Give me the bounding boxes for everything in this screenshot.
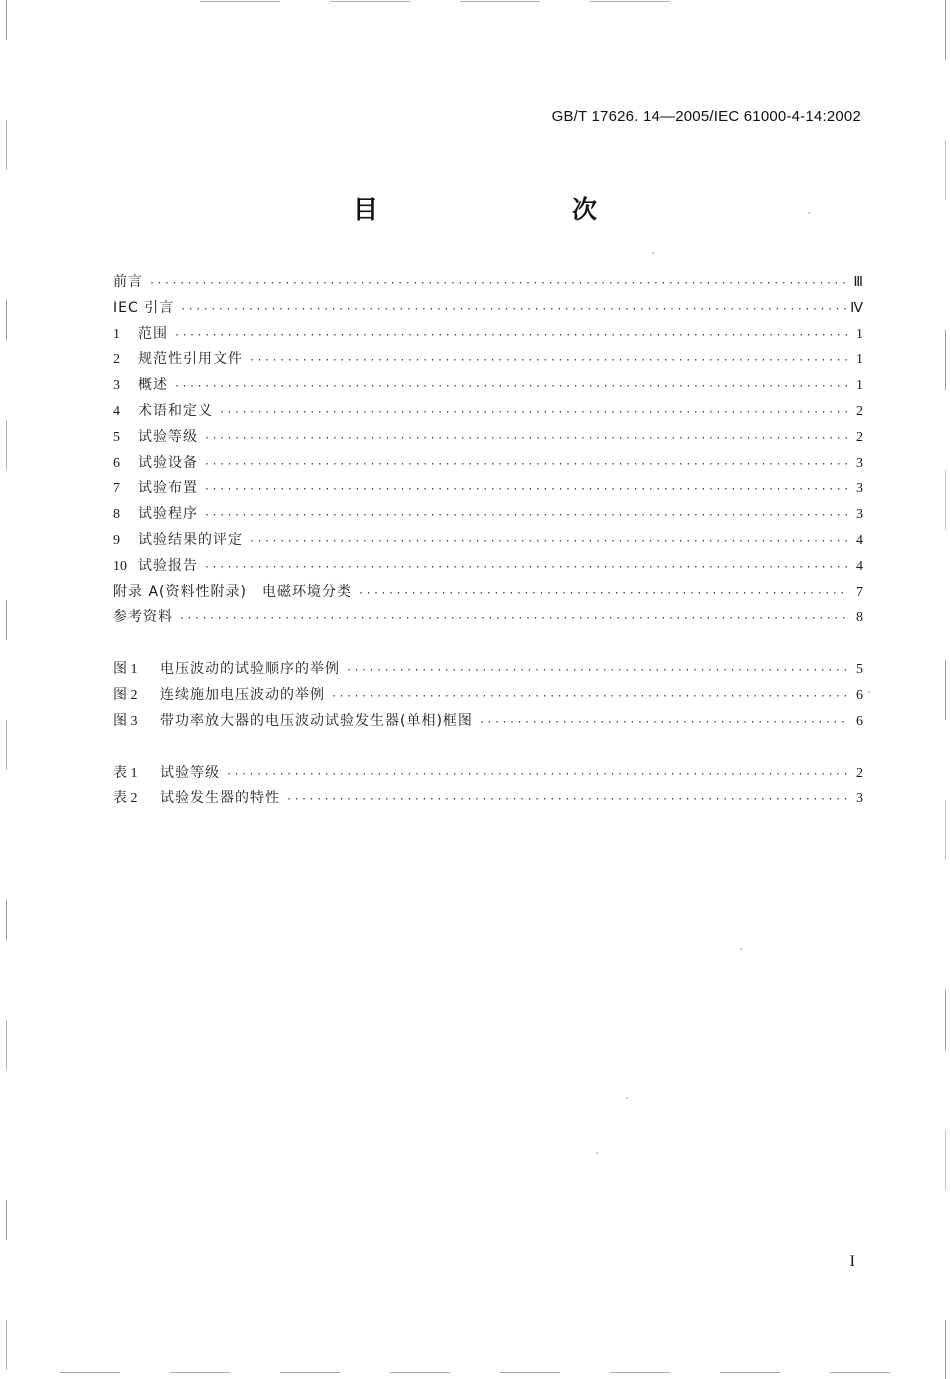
toc-entry-label: 概述 bbox=[138, 377, 168, 394]
toc-entry[interactable] bbox=[113, 425, 863, 451]
toc-leader-dots bbox=[204, 555, 849, 581]
toc-entry-label: 试验结果的评定 bbox=[138, 531, 243, 548]
toc-entry-label: 试验报告 bbox=[138, 557, 198, 574]
toc-entry-page: 5 bbox=[856, 662, 863, 678]
toc-entry-page: 3 bbox=[856, 507, 863, 523]
toc-entry[interactable] bbox=[113, 270, 863, 296]
toc-entry[interactable] bbox=[113, 296, 863, 322]
toc-leader-dots bbox=[219, 400, 849, 426]
toc-leader-dots bbox=[149, 271, 849, 297]
toc-leader-dots bbox=[358, 581, 849, 607]
toc-entry-label: 连续施加电压波动的举例 bbox=[160, 686, 325, 703]
toc-entry-label: 前言 bbox=[113, 274, 143, 290]
toc-leader-dots bbox=[204, 452, 849, 478]
toc-entry-page: 4 bbox=[856, 558, 863, 574]
toc-entry-number: 7 bbox=[113, 481, 120, 497]
toc-entry[interactable] bbox=[113, 761, 863, 787]
toc-entry-number: 2 bbox=[113, 352, 120, 368]
toc-leader-dots bbox=[174, 374, 849, 400]
toc-entry-number: 3 bbox=[113, 378, 120, 394]
toc-entry-label: 试验发生器的特性 bbox=[160, 790, 280, 807]
scan-speck bbox=[740, 948, 742, 950]
toc-leader-dots bbox=[204, 503, 849, 529]
toc-entry-number: 10 bbox=[113, 558, 127, 574]
toc-leader-dots bbox=[180, 297, 846, 323]
toc-entry-page: 1 bbox=[856, 378, 863, 394]
toc-main-section bbox=[113, 270, 863, 631]
toc-entry-label: 术语和定义 bbox=[138, 402, 213, 419]
toc-entry-number: 5 bbox=[113, 429, 120, 445]
toc-entry[interactable] bbox=[113, 554, 863, 580]
toc-entry[interactable] bbox=[113, 786, 863, 812]
toc-entry-number: 1 bbox=[113, 326, 120, 342]
toc-leader-dots bbox=[346, 658, 849, 684]
toc-entry-page: 3 bbox=[856, 481, 863, 497]
toc-leader-dots bbox=[174, 323, 849, 349]
toc-entry-page: 1 bbox=[856, 352, 863, 368]
toc-entry-label: 试验程序 bbox=[138, 506, 198, 523]
toc-entry-number: 6 bbox=[113, 455, 120, 471]
toc-entry-page: 6 bbox=[856, 713, 863, 729]
page-number: I bbox=[849, 1253, 855, 1270]
toc-entry-page: 3 bbox=[856, 455, 863, 471]
toc-entry[interactable] bbox=[113, 580, 863, 606]
toc-entry-number: 8 bbox=[113, 507, 120, 523]
toc-entry-page: 7 bbox=[856, 584, 863, 600]
toc-entry[interactable] bbox=[113, 451, 863, 477]
toc-leader-dots bbox=[249, 529, 849, 555]
scan-speck bbox=[596, 1152, 598, 1154]
toc-entry-number: 4 bbox=[113, 403, 120, 419]
toc-entry-label: 参考资料 bbox=[113, 609, 173, 626]
toc-entry-number: 9 bbox=[113, 532, 120, 548]
toc-entry-page: 8 bbox=[856, 610, 863, 626]
toc-entry[interactable] bbox=[113, 373, 863, 399]
toc-entry[interactable] bbox=[113, 347, 863, 373]
toc-entry-label: 范围 bbox=[138, 325, 168, 342]
section-gap bbox=[113, 735, 863, 761]
toc-leader-dots bbox=[179, 606, 849, 632]
scan-speck bbox=[652, 252, 654, 254]
toc-leader-dots bbox=[479, 710, 849, 736]
toc-leader-dots bbox=[249, 348, 849, 374]
section-gap bbox=[113, 631, 863, 657]
toc-entry[interactable] bbox=[113, 709, 863, 735]
scan-speck bbox=[868, 691, 870, 693]
toc-entry-page: 2 bbox=[856, 765, 863, 781]
toc-leader-dots bbox=[204, 426, 849, 452]
toc-entry[interactable] bbox=[113, 476, 863, 502]
toc-figures-section bbox=[113, 657, 863, 734]
toc-entry-label: IEC 引言 bbox=[113, 299, 175, 316]
toc-entry-number: 表 1 bbox=[113, 765, 138, 781]
scan-edge-top bbox=[200, 1, 720, 2]
toc-entry-label: 规范性引用文件 bbox=[138, 351, 243, 368]
toc-entry-label: 电压波动的试验顺序的举例 bbox=[160, 661, 340, 678]
toc-leader-dots bbox=[204, 477, 849, 503]
toc-tables-section bbox=[113, 761, 863, 813]
toc-entry-page: 2 bbox=[856, 429, 863, 445]
toc-entry-number: 图 2 bbox=[113, 687, 138, 703]
toc-entry-label: 带功率放大器的电压波动试验发生器(单相)框图 bbox=[160, 712, 473, 729]
page-title: 目 次 bbox=[352, 195, 645, 224]
toc-entry[interactable] bbox=[113, 322, 863, 348]
toc-entry-page: 6 bbox=[856, 687, 863, 703]
toc-entry-page: Ⅳ bbox=[850, 300, 863, 316]
toc-entry[interactable] bbox=[113, 399, 863, 425]
scan-speck bbox=[626, 1097, 628, 1099]
toc-entry[interactable] bbox=[113, 605, 863, 631]
toc-entry-page: 3 bbox=[856, 791, 863, 807]
toc-entry-page: Ⅲ bbox=[853, 275, 863, 290]
toc-entry-label: 附录 A(资料性附录) 电磁环境分类 bbox=[113, 583, 352, 600]
toc-entry[interactable] bbox=[113, 683, 863, 709]
table-of-contents bbox=[113, 270, 863, 812]
standard-code: GB/T 17626. 14—2005/IEC 61000-4-14:2002 bbox=[551, 108, 861, 125]
toc-entry-number: 表 2 bbox=[113, 791, 138, 807]
toc-entry[interactable] bbox=[113, 502, 863, 528]
toc-entry-label: 试验设备 bbox=[138, 454, 198, 471]
toc-entry-number: 图 3 bbox=[113, 713, 138, 729]
toc-entry[interactable] bbox=[113, 528, 863, 554]
toc-entry-label: 试验布置 bbox=[138, 480, 198, 497]
toc-entry-label: 试验等级 bbox=[160, 764, 220, 781]
toc-entry-page: 2 bbox=[856, 403, 863, 419]
toc-entry-page: 4 bbox=[856, 532, 863, 548]
toc-entry-label: 试验等级 bbox=[138, 428, 198, 445]
toc-leader-dots bbox=[226, 762, 849, 788]
toc-entry-page: 1 bbox=[856, 326, 863, 342]
toc-leader-dots bbox=[331, 684, 849, 710]
toc-leader-dots bbox=[286, 787, 849, 813]
toc-entry[interactable] bbox=[113, 657, 863, 683]
toc-entry-number: 图 1 bbox=[113, 662, 138, 678]
scan-edge-bottom bbox=[60, 1372, 920, 1373]
